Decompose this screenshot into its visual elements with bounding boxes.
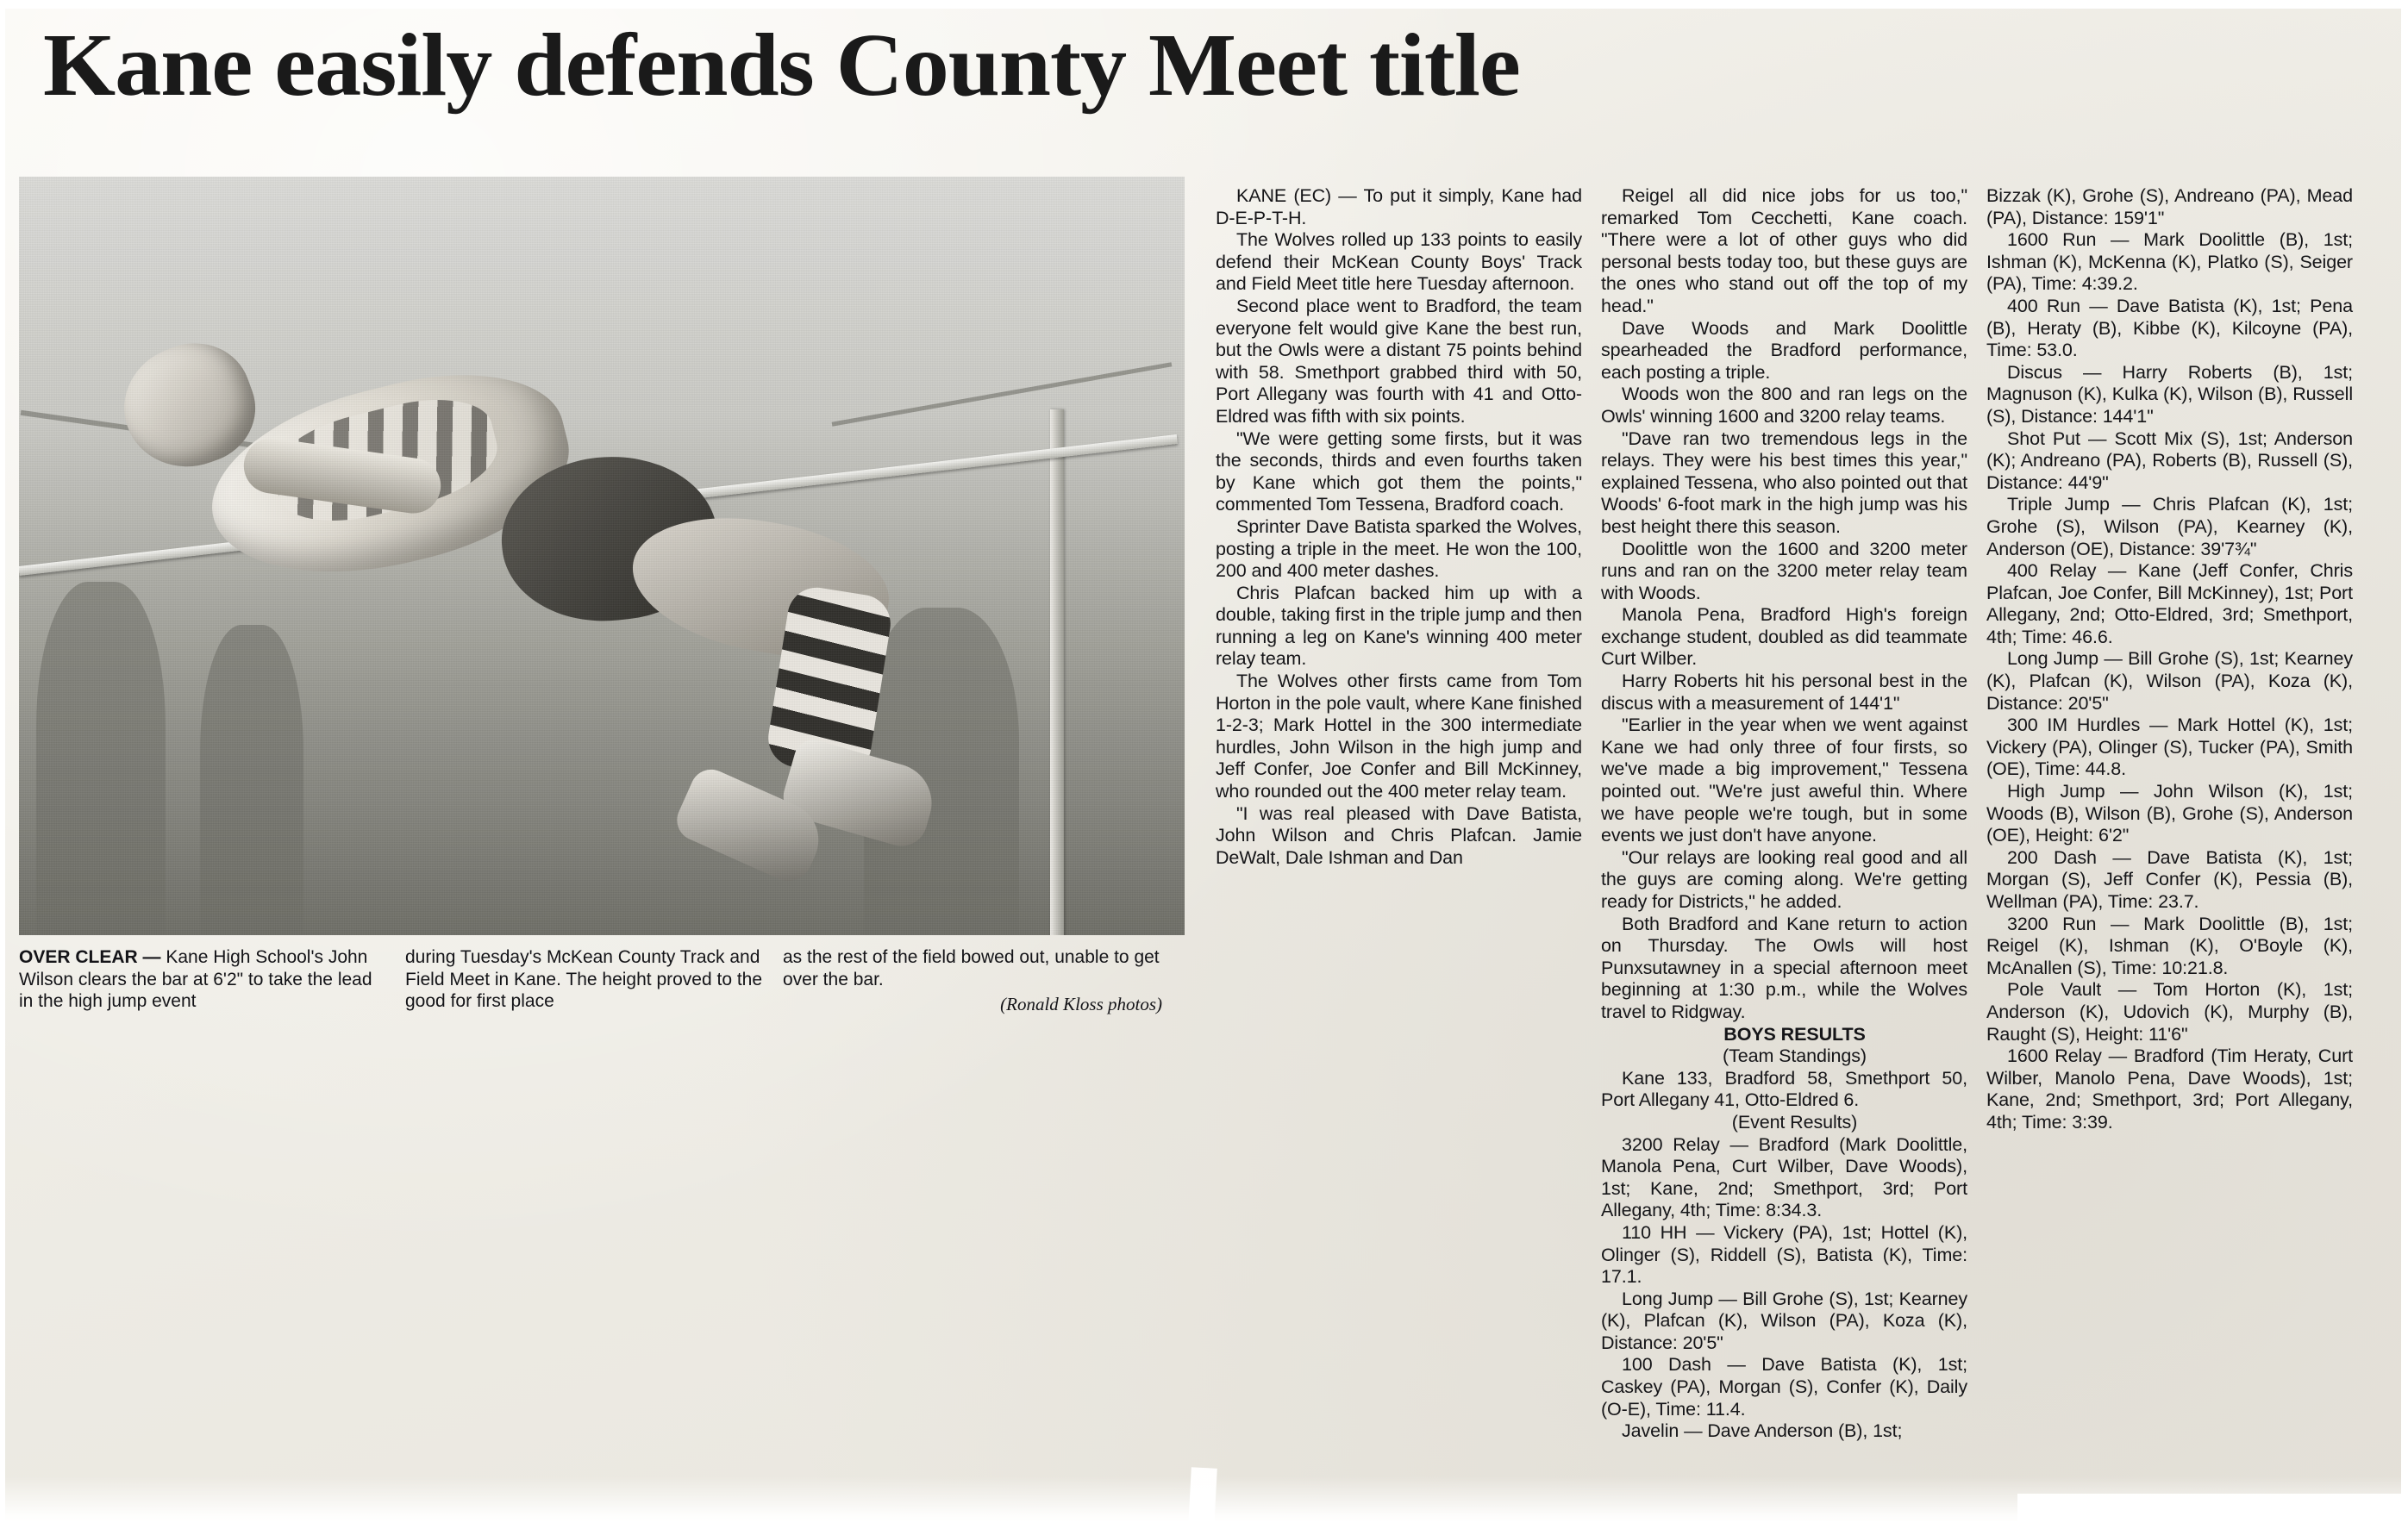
athlete-figure	[97, 306, 967, 840]
event-result: Long Jump — Bill Grohe (S), 1st; Kearney (K), Plafcan (K), Wilson (PA), Koza (K), Distance: 20'5"	[1601, 1288, 1967, 1353]
page-title: Kane easily defends County Meet title	[43, 16, 1520, 115]
clipping-edge-top	[0, 0, 2408, 9]
event-result: Triple Jump — Chris Plafcan (K), 1st; Grohe (S), Wilson (PA), Kearney (K), Anderson (OE), Distance: 39'7¾"	[1986, 494, 2353, 559]
event-result: 1600 Relay — Bradford (Tim Heraty, Curt Wilber, Manolo Pena, Dave Woods), 1st; Kane, 2nd; Smethport, 3rd; Port Allegany, 4th; Time: 3:39.	[1986, 1045, 2353, 1133]
photo-caption	[19, 946, 1185, 1016]
paragraph: Dave Woods and Mark Doolittle spearheaded the Bradford performance, each posting a triple.	[1601, 317, 1967, 383]
paragraph: The Wolves other firsts came from Tom Horton in the pole vault, where Kane finished 1-2-3; Mark Hottel in the 300 intermediate hurdles, John Wilson in the high jump and Jeff Confer, Joe Confer and Bill McKinney, who rounded out the 400 meter relay team.	[1216, 671, 1582, 802]
paragraph: Sprinter Dave Batista sparked the Wolves, posting a triple in the meet. He won the 100, 200 and 400 meter dashes.	[1216, 515, 1582, 582]
clipping-edge-left	[0, 0, 5, 1528]
caption-column-1	[19, 946, 390, 1016]
event-result: 400 Run — Dave Batista (K), 1st; Pena (B), Heraty (B), Kibbe (K), Kilcoyne (PA), Time: 53.0.	[1986, 295, 2353, 361]
event-result: Javelin — Dave Anderson (B), 1st;	[1622, 1420, 1903, 1442]
caption-text-1: Kane High School's John Wilson clears the bar at 6'2" to take the lead in the high jump event	[19, 947, 372, 1011]
article-column-3	[1986, 185, 2353, 1443]
paragraph: Both Bradford and Kane return to action on Thursday. The Owls will host Punxsutawney in a special afternoon meet beginning at 1:30 p.m., while the Wolves travel to Ridgway.	[1601, 913, 1967, 1022]
paragraph: The Wolves rolled up 133 points to easily defend their McKean County Boys' Track and Field Meet title here Tuesday afternoon.	[1216, 229, 1582, 295]
paragraph: Harry Roberts hit his personal best in the discus with a measurement of 144'1"	[1601, 671, 1967, 714]
event-results-heading: (Event Results)	[1731, 1111, 1858, 1133]
event-result: Bizzak (K), Grohe (S), Andreano (PA), Mead (PA), Distance: 159'1"	[1986, 185, 2353, 228]
results-heading: BOYS RESULTS	[1723, 1023, 1866, 1045]
paragraph: "Our relays are looking real good and all the guys are coming along. We're getting ready for Districts," he added.	[1601, 846, 1967, 912]
event-result: Shot Put — Scott Mix (S), 1st; Anderson (K); Andreano (PA), Roberts (B), Russell (S), Distance: 44'9"	[1986, 427, 2353, 493]
paragraph: "Earlier in the year when we went against Kane we had only three of four firsts, so we've made a big improvement," Tessena pointed out. "We're just aweful thin. Where we have people we're tough, but in some events we just don't have anyone.	[1601, 715, 1967, 846]
caption-column-3	[783, 946, 1162, 1016]
photo-high-jumper	[19, 177, 1185, 935]
paragraph: Reigel all did nice jobs for us too," remarked Tom Cecchetti, Kane coach. "There were a lot of other guys who did personal bests today too, but these guys are the ones who stand out off the top of my head."	[1601, 185, 1967, 316]
paragraph: Doolittle won the 1600 and 3200 meter runs and ran on the 3200 meter relay team with Woods.	[1601, 538, 1967, 603]
event-result: Pole Vault — Tom Horton (K), 1st; Anderson (K), Udovich (K), Murphy (B), Raught (S), Height: 11'6"	[1986, 979, 2353, 1045]
caption-text-2: during Tuesday's McKean County Track and Field Meet in Kane. The height proved to the good for first place	[405, 947, 763, 1011]
paragraph: "Dave ran two tremendous legs in the relays. They were his best times this year," explained Tessena, who also pointed out that Woods' 6-foot mark in the high jump was his best height there this season.	[1601, 427, 1967, 537]
caption-column-2	[405, 946, 767, 1016]
clipping-tear	[1188, 1467, 1217, 1528]
paragraph: Manola Pena, Bradford High's foreign exchange student, doubled as did teammate Curt Wilber.	[1601, 604, 1967, 670]
paragraph: "I was real pleased with Dave Batista, John Wilson and Chris Plafcan. Jamie DeWalt, Dale Ishman and Dan	[1216, 802, 1582, 868]
event-result: Long Jump — Bill Grohe (S), 1st; Kearney (K), Plafcan (K), Wilson (PA), Koza (K), Distance: 20'5"	[1986, 648, 2353, 714]
paragraph: KANE (EC) — To put it simply, Kane had D-E-P-T-H.	[1216, 185, 1582, 228]
photo-credit: (Ronald Kloss photos)	[1000, 994, 1162, 1014]
paragraph: Woods won the 800 and ran legs on the Owls' winning 1600 and 3200 relay teams.	[1601, 384, 1967, 427]
article-column-1	[1216, 185, 1582, 1443]
event-result: 300 IM Hurdles — Mark Hottel (K), 1st; Vickery (PA), Olinger (S), Tucker (PA), Smith (OE), Time: 44.8.	[1986, 715, 2353, 780]
paragraph: Chris Plafcan backed him up with a double, taking first in the triple jump and then running a leg on Kane's winning 400 meter relay team.	[1216, 582, 1582, 670]
event-result: 110 HH — Vickery (PA), 1st; Hottel (K), Olinger (S), Riddell (S), Batista (K), Time: 17.1.	[1601, 1221, 1967, 1288]
clipping-tear	[2017, 1494, 2405, 1528]
paragraph: "We were getting some firsts, but it was the seconds, thirds and even fourths taken by Kane which got them the points," commented Tom Tessena, Bradford coach.	[1216, 427, 1582, 515]
event-result: 400 Relay — Kane (Jeff Confer, Chris Plafcan, Joe Confer, Bill McKinney), 1st; Port Allegany, 2nd; Otto-Eldred, 3rd; Smethport, 4th; Time: 46.6.	[1986, 560, 2353, 647]
caption-text-3: as the rest of the field bowed out, unable to get over the bar.	[783, 947, 1160, 989]
team-standings: Kane 133, Bradford 58, Smethport 50, Port Allegany 41, Otto-Eldred 6.	[1601, 1067, 1967, 1111]
event-result: Discus — Harry Roberts (B), 1st; Magnuson (K), Kulka (K), Wilson (B), Russell (S), Distance: 144'1"	[1986, 361, 2353, 427]
event-result: High Jump — John Wilson (K), 1st; Woods (B), Wilson (B), Grohe (S), Anderson (OE), Height: 6'2"	[1986, 781, 2353, 846]
caption-lead: OVER CLEAR —	[19, 947, 161, 967]
event-result: 3200 Run — Mark Doolittle (B), 1st; Reigel (K), Ishman (K), O'Boyle (K), McAnallen (S), Time: 10:21.8.	[1986, 913, 2353, 978]
clipping-edge-right	[2401, 0, 2408, 1528]
event-result: 200 Dash — Dave Batista (K), 1st; Morgan (S), Jeff Confer (K), Pessia (B), Wellman (PA), Time: 23.7.	[1986, 846, 2353, 912]
paragraph: Second place went to Bradford, the team everyone felt would give Kane the best run, but the Owls were a distant 75 points behind with 58. Smethport grabbed third with 50, Port Allegany was fourth with 41 and Otto-Eldred was fifth with six points.	[1216, 295, 1582, 427]
high-jump-standard	[1050, 409, 1064, 935]
article-body	[1216, 185, 2380, 1443]
team-standings-heading: (Team Standings)	[1723, 1045, 1867, 1067]
event-result: 100 Dash — Dave Batista (K), 1st; Caskey (PA), Morgan (S), Confer (K), Daily (O-E), Time: 11.4.	[1601, 1354, 1967, 1420]
event-result: 3200 Relay — Bradford (Mark Doolittle, Manola Pena, Curt Wilber, Dave Woods), 1st; Kane, 2nd; Smethport, 3rd; Port Allegany, 4th; Time: 8:34.3.	[1601, 1133, 1967, 1221]
article-column-2	[1601, 185, 1967, 1443]
event-result: 1600 Run — Mark Doolittle (B), 1st; Ishman (K), McKenna (K), Platko (S), Seiger (PA), Time: 4:39.2.	[1986, 229, 2353, 295]
